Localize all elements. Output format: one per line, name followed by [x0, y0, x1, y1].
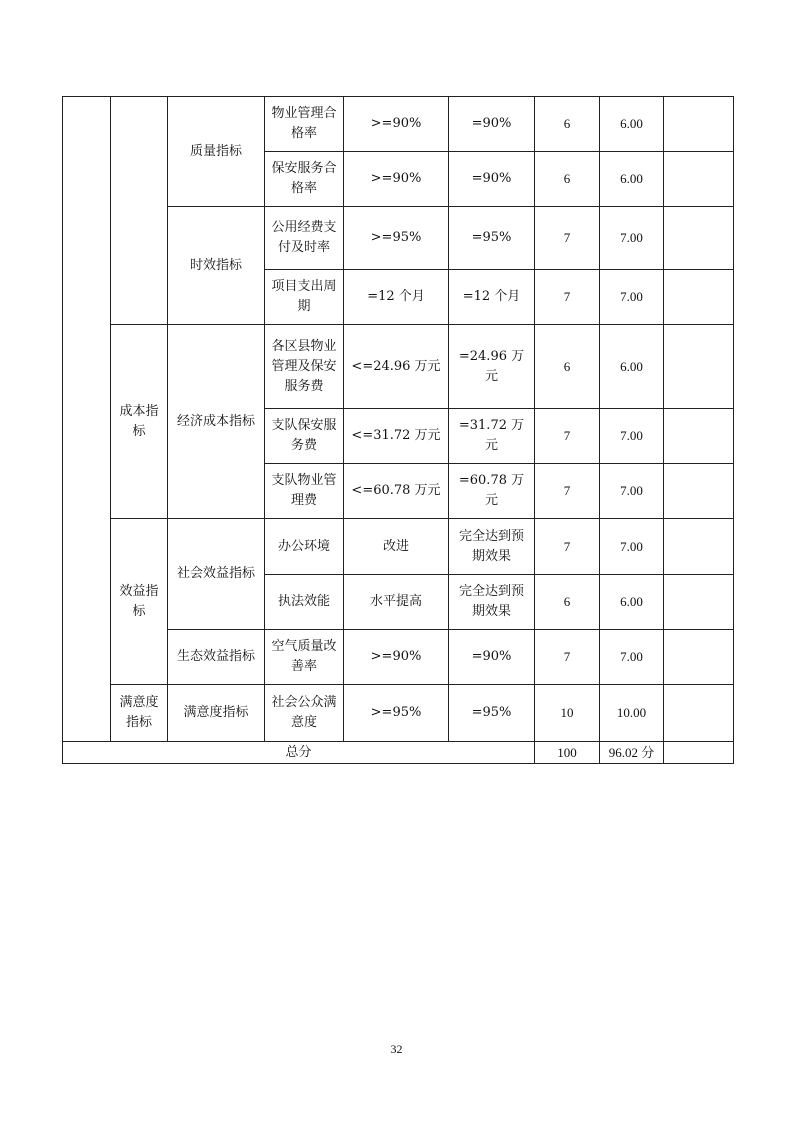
group-label-quality: 质量指标 — [168, 97, 265, 207]
total-row — [63, 742, 734, 764]
page-number: 32 — [390, 1042, 403, 1056]
table-row — [63, 97, 734, 152]
score-value: 7.00 — [600, 409, 664, 464]
score-value: 7.00 — [600, 630, 664, 685]
score-value: 6.00 — [600, 325, 664, 409]
total-weight: 100 — [535, 742, 600, 764]
target-value: 改进 — [344, 519, 449, 575]
actual-value: =90% — [449, 152, 535, 207]
indicator-name: 办公环境 — [265, 519, 344, 575]
remark-cell — [664, 575, 734, 630]
remark-cell — [664, 97, 734, 152]
target-value: >=95% — [344, 685, 449, 742]
weight-value: 7 — [535, 207, 600, 270]
weight-value: 6 — [535, 575, 600, 630]
weight-value: 7 — [535, 519, 600, 575]
indicator-name: 公用经费支付及时率 — [265, 207, 344, 270]
weight-value: 7 — [535, 630, 600, 685]
weight-value: 6 — [535, 97, 600, 152]
group-label-benefit: 效益指标 — [111, 519, 168, 685]
remark-cell — [664, 519, 734, 575]
weight-value: 10 — [535, 685, 600, 742]
indicator-name: 支队物业管理费 — [265, 464, 344, 519]
target-value: 水平提高 — [344, 575, 449, 630]
target-value: =12 个月 — [344, 270, 449, 325]
target-value: >=90% — [344, 630, 449, 685]
indicator-name: 社会公众满意度 — [265, 685, 344, 742]
weight-value: 6 — [535, 152, 600, 207]
actual-value: =31.72 万元 — [449, 409, 535, 464]
score-value: 6.00 — [600, 575, 664, 630]
remark-cell — [664, 464, 734, 519]
level2-continuation-cell — [111, 97, 168, 325]
total-score: 96.02 分 — [600, 742, 664, 764]
weight-value: 6 — [535, 325, 600, 409]
target-value: <=60.78 万元 — [344, 464, 449, 519]
score-value: 6.00 — [600, 97, 664, 152]
target-value: <=24.96 万元 — [344, 325, 449, 409]
group-label-timeliness: 时效指标 — [168, 207, 265, 325]
level1-continuation-cell — [63, 97, 111, 742]
score-value: 7.00 — [600, 270, 664, 325]
actual-value: =24.96 万元 — [449, 325, 535, 409]
actual-value: 完全达到预期效果 — [449, 575, 535, 630]
group-label-social-benefit: 社会效益指标 — [168, 519, 265, 630]
remark-cell — [664, 207, 734, 270]
score-value: 10.00 — [600, 685, 664, 742]
target-value: >=90% — [344, 97, 449, 152]
score-value: 7.00 — [600, 519, 664, 575]
weight-value: 7 — [535, 270, 600, 325]
actual-value: =90% — [449, 97, 535, 152]
target-value: >=95% — [344, 207, 449, 270]
actual-value: 完全达到预期效果 — [449, 519, 535, 575]
score-value: 7.00 — [600, 464, 664, 519]
group-label-cost: 成本指标 — [111, 325, 168, 519]
table-row — [63, 325, 734, 409]
table-row — [63, 685, 734, 742]
indicator-name: 空气质量改善率 — [265, 630, 344, 685]
actual-value: =12 个月 — [449, 270, 535, 325]
indicator-name: 物业管理合格率 — [265, 97, 344, 152]
indicator-name: 保安服务合格率 — [265, 152, 344, 207]
actual-value: =60.78 万元 — [449, 464, 535, 519]
actual-value: =95% — [449, 685, 535, 742]
group-label-satisfaction: 满意度指标 — [111, 685, 168, 742]
actual-value: =90% — [449, 630, 535, 685]
target-value: >=90% — [344, 152, 449, 207]
table-row — [63, 519, 734, 575]
remark-cell — [664, 685, 734, 742]
total-label: 总分 — [63, 742, 535, 764]
indicator-name: 项目支出周期 — [265, 270, 344, 325]
performance-indicator-table — [62, 96, 734, 764]
remark-cell — [664, 325, 734, 409]
remark-cell — [664, 152, 734, 207]
remark-cell — [664, 742, 734, 764]
weight-value: 7 — [535, 409, 600, 464]
score-value: 7.00 — [600, 207, 664, 270]
remark-cell — [664, 270, 734, 325]
remark-cell — [664, 630, 734, 685]
group-label-satisfaction-sub: 满意度指标 — [168, 685, 265, 742]
indicator-name: 各区县物业管理及保安服务费 — [265, 325, 344, 409]
indicator-name: 支队保安服务费 — [265, 409, 344, 464]
weight-value: 7 — [535, 464, 600, 519]
target-value: <=31.72 万元 — [344, 409, 449, 464]
score-value: 6.00 — [600, 152, 664, 207]
actual-value: =95% — [449, 207, 535, 270]
group-label-economic-cost: 经济成本指标 — [168, 325, 265, 519]
remark-cell — [664, 409, 734, 464]
indicator-name: 执法效能 — [265, 575, 344, 630]
group-label-eco-benefit: 生态效益指标 — [168, 630, 265, 685]
